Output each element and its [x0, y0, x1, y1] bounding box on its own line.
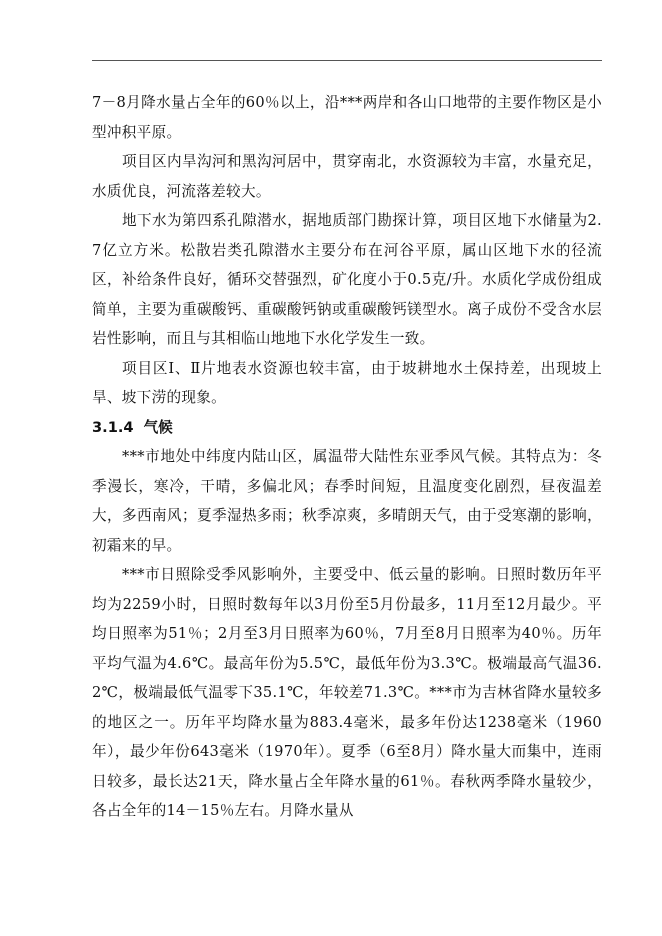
paragraph-sunshine: ***市日照除受季风影响外，主要受中、低云量的影响。日照时数历年平均为2259小时，日照时数每年以3月份至5月份最多，11月至12月最少。平均日照率为51％；2月至3月日照率为60％，7月至8月日照率为40％。历年平均气温为4.6℃。最高年份为5.5℃，最低年份为3.3℃。极端最高气温36.2℃，极端最低气温零下35.1℃，年较差71.3℃。***市为吉林省降水量较多的地区之一。历年平均降水量为883.4毫米，最多年份达1238毫米（1960年），最少年份643毫米（1970年）。夏季（6至8月）降水量大而集中，连雨日较多，最长达21天，降水量占全年降水量的61％。春秋两季降水量较少，各占全年的14－15％左右。月降水量从 — [92, 566, 602, 819]
paragraph-groundwater: 地下水为第四系孔隙潜水，据地质部门勘探计算，项目区地下水储量为2.7亿立方米。松散岩类孔隙潜水主要分布在河谷平原，属山区地下水的径流区，补给条件良好，循环交替强烈，矿化度小于0.5克/升。水质化学成份组成简单，主要为重碳酸钙、重碳酸钙钠或重碳酸钙镁型水。离子成份不受含水层岩性影响，而且与其相临山地地下水化学发生一致。 — [92, 212, 602, 347]
section-number: 3.1.4 — [92, 418, 134, 436]
header-rule — [92, 60, 602, 61]
document-body — [92, 88, 602, 826]
section-heading — [92, 413, 602, 443]
paragraph-rainfall: 7－8月降水量占全年的60％以上，沿***两岸和各山口地带的主要作物区是小型冲积平原。 — [92, 94, 602, 141]
paragraph-surface-water: 项目区Ⅰ、Ⅱ片地表水资源也较丰富，由于坡耕地水土保持差，出现坡上旱、坡下涝的现象。 — [92, 359, 602, 406]
section-title: 气候 — [143, 418, 173, 436]
paragraph-climate: ***市地处中纬度内陆山区，属温带大陆性东亚季风气候。其特点为：冬季漫长，寒冷，干晴，多偏北风；春季时间短，且温度变化剧烈，昼夜温差大，多西南风；夏季湿热多雨；秋季凉爽，多晴朗天气，由于受寒潮的影响，初霜来的早。 — [92, 448, 602, 554]
paragraph-rivers: 项目区内旱沟河和黑沟河居中，贯穿南北，水资源较为丰富，水量充足，水质优良，河流落差较大。 — [92, 153, 602, 200]
